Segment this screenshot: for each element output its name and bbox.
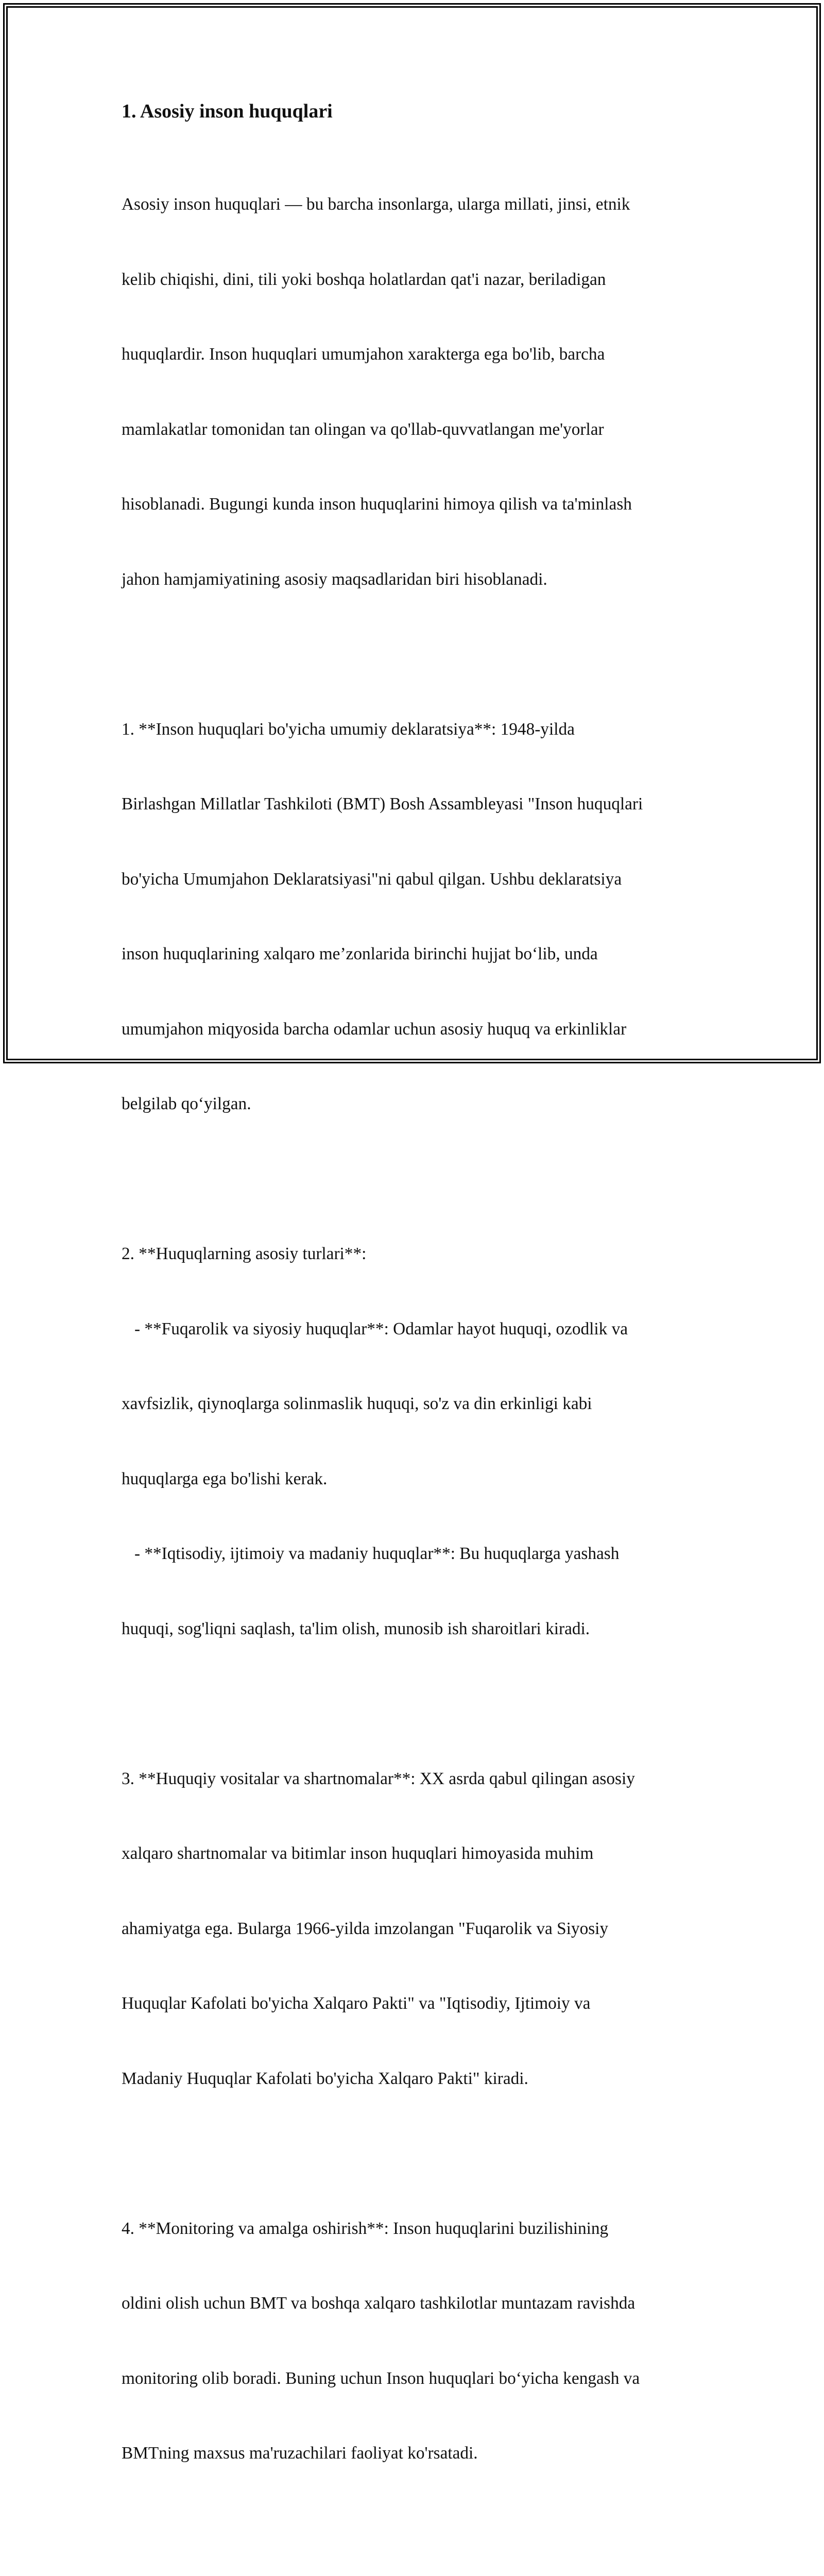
paragraph-legal-instruments	[122, 1717, 709, 2142]
text-line: BMTning maxsus ma'ruzachilari faoliyat ko'rsatadi.	[122, 2444, 478, 2463]
text-line: ahamiyatga ega. Bularga 1966-yilda imzolangan "Fuqarolik va Siyosiy	[122, 1919, 609, 1938]
text-line: 4. **Monitoring va amalga oshirish**: Inson huquqlarini buzilishining	[122, 2218, 609, 2238]
text-line: - **Fuqarolik va siyosiy huquqlar**: Odamlar hayot huquqi, ozodlik va	[122, 1319, 628, 1338]
text-line: Asosiy inson huquqlari — bu barcha insonlarga, ularga millati, jinsi, etnik	[122, 195, 630, 214]
text-line: monitoring olib boradi. Buning uchun Inson huquqlari bo‘yicha kengash va	[122, 2368, 640, 2388]
text-line: 1. **Inson huquqlari bo'yicha umumiy deklaratsiya**: 1948-yilda	[122, 719, 575, 739]
text-line: jahon hamjamiyatining asosiy maqsadlaridan biri hisoblanadi.	[122, 569, 547, 589]
document-body	[122, 96, 709, 2576]
text-line: - **Iqtisodiy, ijtimoiy va madaniy huquqlar**: Bu huquqlarga yashash	[122, 1544, 620, 1563]
paragraph-monitoring	[122, 2166, 709, 2516]
paragraph-intro	[122, 142, 709, 642]
text-line: inson huquqlarining xalqaro me’zonlarida birinchi hujjat bo‘lib, unda	[122, 944, 598, 963]
text-line: hisoblanadi. Bugungi kunda inson huquqlarini himoya qilish va ta'minlash	[122, 495, 632, 514]
text-line: huquqlarga ega bo'lishi kerak.	[122, 1469, 328, 1488]
text-line: huquqi, sog'liqni saqlash, ta'lim olish, munosib ish sharoitlari kiradi.	[122, 1619, 590, 1638]
text-line: Birlashgan Millatlar Tashkiloti (BMT) Bosh Assambleyasi "Inson huquqlari	[122, 794, 643, 814]
text-line: xavfsizlik, qiynoqlarga solinmaslik huquqi, so'z va din erkinligi kabi	[122, 1394, 592, 1413]
text-line: Huquqlar Kafolati bo'yicha Xalqaro Pakti" va "Iqtisodiy, Ijtimoiy va	[122, 1994, 591, 2013]
text-line: belgilab qo‘yilgan.	[122, 1094, 251, 1113]
text-line: bo'yicha Umumjahon Deklaratsiyasi"ni qabul qilgan. Ushbu deklaratsiya	[122, 869, 622, 889]
text-line: 3. **Huquqiy vositalar va shartnomalar**: XX asrda qabul qilingan asosiy	[122, 1769, 635, 1788]
paragraph-rights-types	[122, 1192, 709, 1691]
text-line: mamlakatlar tomonidan tan olingan va qo'llab-quvvatlangan me'yorlar	[122, 419, 604, 439]
text-line: huquqlardir. Inson huquqlari umumjahon xarakterga ega bo'lib, barcha	[122, 345, 605, 364]
text-line: kelib chiqishi, dini, tili yoki boshqa holatlardan qat'i nazar, beriladigan	[122, 269, 606, 289]
paragraph-declaration	[122, 667, 709, 1167]
text-line: oldini olish uchun BMT va boshqa xalqaro tashkilotlar muntazam ravishda	[122, 2294, 636, 2313]
document-title: 1. Asosiy inson huquqlari	[122, 100, 333, 122]
text-line: umumjahon miqyosida barcha odamlar uchun asosiy huquq va erkinliklar	[122, 1019, 627, 1039]
text-line: xalqaro shartnomalar va bitimlar inson huquqlari himoyasida muhim	[122, 1844, 594, 1863]
text-line: Madaniy Huquqlar Kafolati bo'yicha Xalqaro Pakti" kiradi.	[122, 2069, 528, 2088]
text-line: 2. **Huquqlarning asosiy turlari**:	[122, 1244, 367, 1263]
paragraph-statistics	[122, 2541, 709, 2576]
